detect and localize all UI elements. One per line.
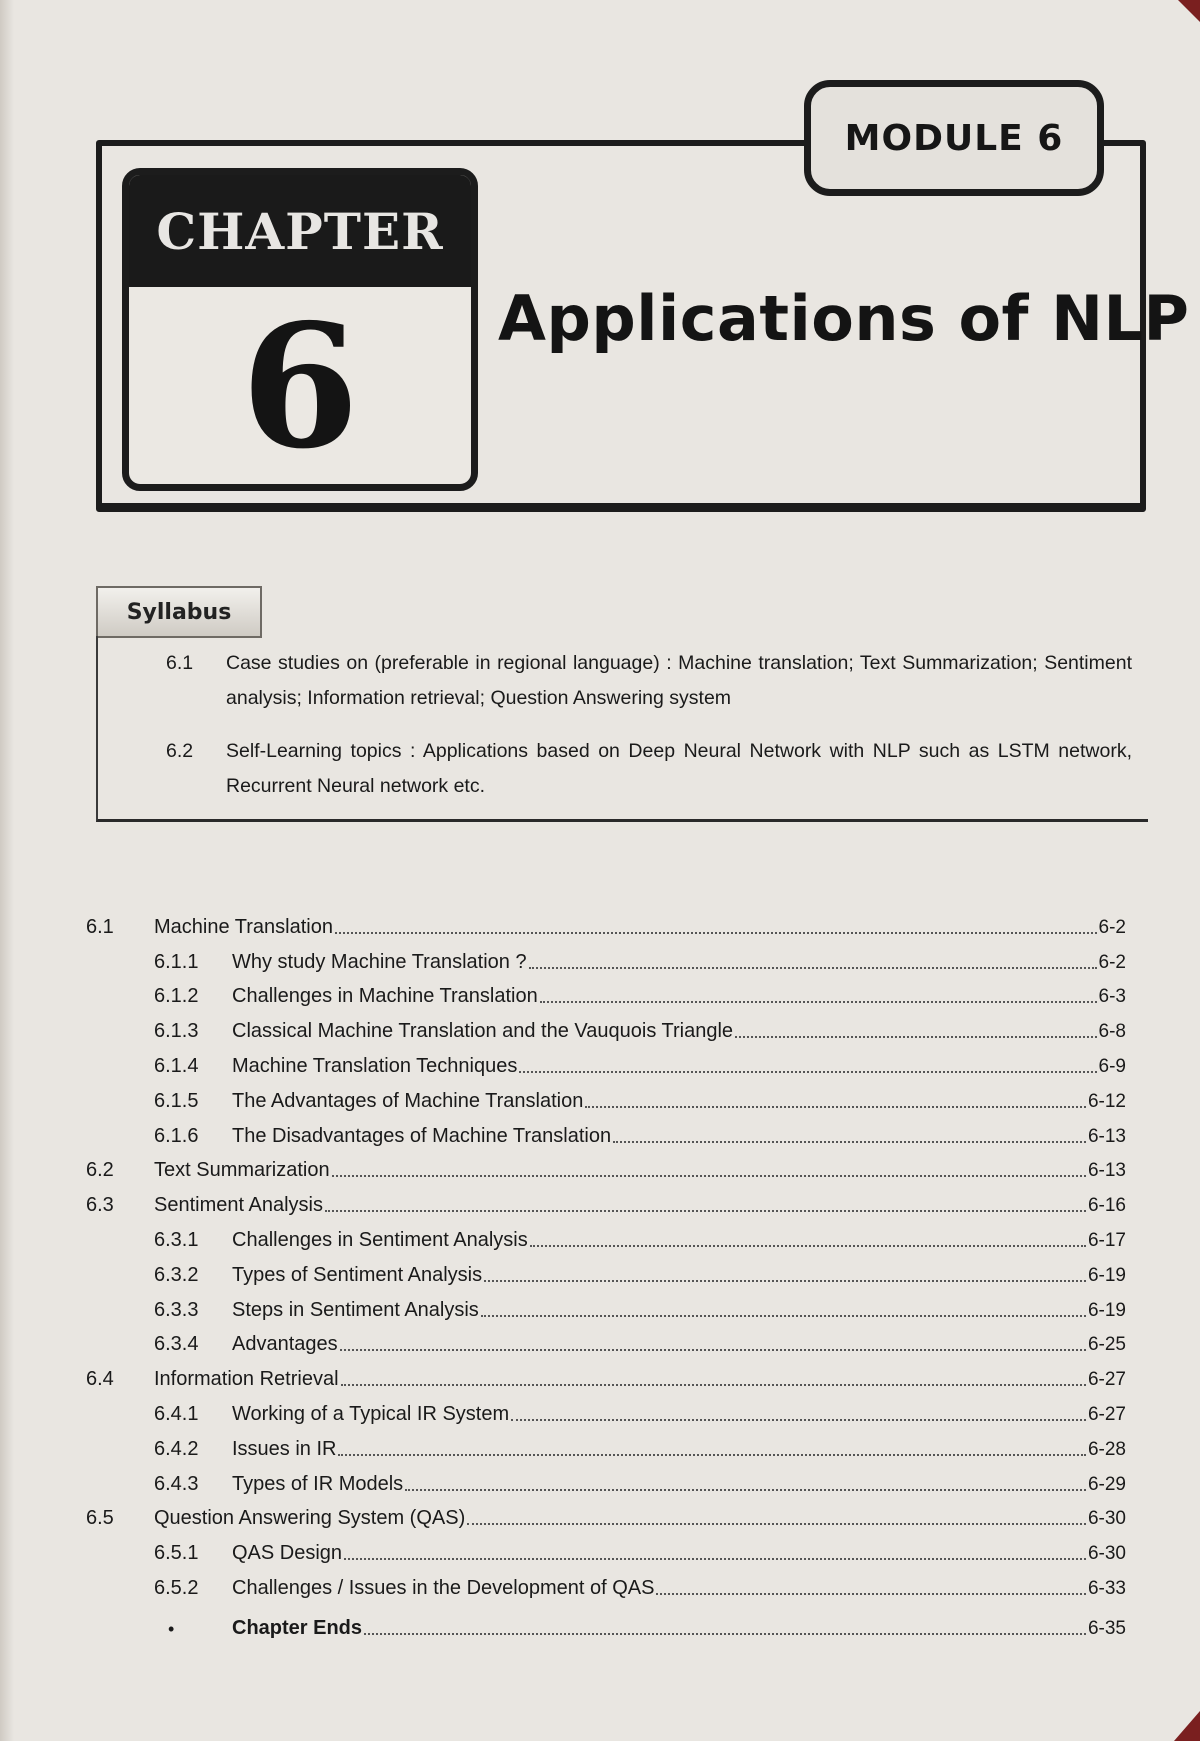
toc-page-number: 6-25 [1087, 1334, 1126, 1356]
toc-row [86, 1078, 1126, 1113]
toc-section-title: Information Retrieval [154, 1368, 339, 1391]
syllabus-item-number: 6.2 [166, 740, 194, 762]
toc-section-number: 6.1 [86, 915, 114, 938]
toc-page-number: 6-2 [1098, 916, 1126, 938]
toc-row [86, 1565, 1126, 1600]
toc-page-number: 6-28 [1087, 1438, 1126, 1460]
toc-section-number: 6.2 [86, 1159, 114, 1182]
module-label: MODULE 6 [844, 117, 1064, 159]
toc-section-number: 6.3.3 [154, 1298, 199, 1321]
toc-dot-leader [340, 1348, 1086, 1351]
toc-dot-leader [481, 1314, 1086, 1317]
toc-row [86, 1043, 1126, 1078]
toc-row [86, 1461, 1126, 1496]
toc-section-number: 6.1.3 [154, 1020, 199, 1043]
toc-page-number: 6-29 [1087, 1473, 1126, 1495]
toc-page-number: 6-30 [1087, 1543, 1126, 1565]
chapter-title: Applications of NLP [498, 282, 1190, 355]
toc-row [86, 1113, 1126, 1148]
toc-section-title: Machine Translation Techniques [232, 1054, 518, 1077]
toc-dot-leader [338, 1453, 1085, 1456]
syllabus-tab [96, 586, 262, 638]
toc-dot-leader [511, 1418, 1086, 1421]
toc-section-title: Sentiment Analysis [154, 1194, 323, 1217]
toc-dot-leader [364, 1632, 1086, 1635]
toc-page-number: 6-16 [1087, 1195, 1126, 1217]
toc-row [86, 1287, 1126, 1322]
toc-dot-leader [529, 966, 1097, 969]
toc-row [86, 904, 1126, 939]
toc-page-number: 6-17 [1087, 1229, 1126, 1251]
toc-section-number: 6.1.2 [154, 985, 199, 1008]
chapter-label-band [129, 175, 471, 287]
toc-section-number: 6.4.2 [154, 1437, 199, 1460]
toc-row [86, 1148, 1126, 1183]
toc-page-number: 6-13 [1087, 1160, 1126, 1182]
toc-page-number: 6-19 [1087, 1264, 1126, 1286]
toc-section-number: 6.4 [86, 1368, 114, 1391]
syllabus-label: Syllabus [126, 599, 232, 625]
toc-section-title: Types of Sentiment Analysis [232, 1263, 483, 1286]
toc-section-title: QAS Design [232, 1542, 343, 1565]
bullet-icon [154, 1619, 232, 1640]
toc-dot-leader [344, 1557, 1086, 1560]
chapter-ends-page: 6-35 [1087, 1617, 1126, 1639]
binding-corner-top [1178, 0, 1200, 22]
toc-section-title: Why study Machine Translation ? [232, 950, 527, 973]
toc-dot-leader [332, 1174, 1086, 1177]
toc-row [86, 1008, 1126, 1043]
toc-section-title: Text Summarization [154, 1159, 330, 1182]
chapter-number-area [129, 287, 471, 487]
toc-section-number: 6.1.1 [154, 950, 199, 973]
toc-dot-leader [585, 1105, 1086, 1108]
toc-page-number: 6-27 [1087, 1369, 1126, 1391]
toc-dot-leader [656, 1592, 1086, 1595]
chapter-number: 6 [240, 287, 360, 487]
toc-dot-leader [613, 1140, 1086, 1143]
toc-section-number: 6.5 [86, 1507, 114, 1530]
toc-row [86, 939, 1126, 974]
toc-row [86, 1182, 1126, 1217]
toc-section-title: Issues in IR [232, 1437, 337, 1460]
toc-section-title: Challenges in Sentiment Analysis [232, 1228, 528, 1251]
toc-dot-leader [325, 1209, 1086, 1212]
bullet-glyph: • [168, 1618, 175, 1639]
syllabus-item [166, 646, 1132, 716]
toc-section-number: 6.4.1 [154, 1402, 199, 1425]
toc-dot-leader [519, 1070, 1096, 1073]
module-badge [804, 80, 1104, 196]
toc-section-number: 6.1.5 [154, 1089, 199, 1112]
toc-dot-leader [484, 1279, 1086, 1282]
toc-row [86, 1322, 1126, 1357]
toc-section-number: 6.5.2 [154, 1576, 199, 1599]
toc-dot-leader [467, 1522, 1086, 1525]
toc-section-title: Question Answering System (QAS) [154, 1507, 466, 1530]
toc-section-number: 6.4.3 [154, 1472, 199, 1495]
toc-section-number: 6.5.1 [154, 1542, 199, 1565]
toc-page-number: 6-27 [1087, 1403, 1126, 1425]
toc-row [86, 1496, 1126, 1531]
toc-dot-leader [540, 1000, 1097, 1003]
toc-section-number: 6.3 [86, 1194, 114, 1217]
page-edge [0, 0, 14, 1741]
toc-section-title: Steps in Sentiment Analysis [232, 1298, 479, 1321]
toc-row [86, 1356, 1126, 1391]
toc-page-number: 6-13 [1087, 1125, 1126, 1147]
toc-section-title: Challenges / Issues in the Development of QAS [232, 1576, 655, 1599]
binding-corner-bottom [1174, 1711, 1200, 1741]
chapter-ends-title: Chapter Ends [232, 1616, 363, 1639]
chapter-box [122, 168, 478, 491]
toc-page-number: 6-19 [1087, 1299, 1126, 1321]
toc-section-number: 6.3.2 [154, 1263, 199, 1286]
syllabus-item [166, 734, 1132, 804]
toc-row [86, 1217, 1126, 1252]
toc-page-number: 6-8 [1098, 1021, 1126, 1043]
syllabus-item-number: 6.1 [166, 652, 194, 674]
toc-row [86, 1252, 1126, 1287]
toc-section-title: Working of a Typical IR System [232, 1402, 510, 1425]
toc-dot-leader [335, 931, 1097, 934]
toc-page-number: 6-33 [1087, 1577, 1126, 1599]
toc-section-title: Advantages [232, 1333, 338, 1356]
toc-section-number: 6.1.4 [154, 1054, 199, 1077]
toc-section-title: Classical Machine Translation and the Vauquois Triangle [232, 1020, 734, 1043]
toc-page-number: 6-12 [1087, 1090, 1126, 1112]
toc-section-number: 6.1.6 [154, 1124, 199, 1147]
syllabus-box [96, 636, 1148, 822]
toc-row [86, 1530, 1126, 1565]
toc-row [86, 974, 1126, 1009]
toc-section-title: Challenges in Machine Translation [232, 985, 538, 1008]
syllabus-item-text: Case studies on (preferable in regional language) : Machine translation; Text Summarization; Sentiment analysis; Information retrieval; Question Answering system [226, 652, 1132, 709]
toc-row [86, 1391, 1126, 1426]
toc-page-number: 6-30 [1087, 1508, 1126, 1530]
chapter-label: CHAPTER [156, 201, 444, 261]
toc-page-number: 6-3 [1098, 986, 1126, 1008]
table-of-contents [86, 904, 1126, 1640]
toc-section-title: The Advantages of Machine Translation [232, 1089, 584, 1112]
toc-dot-leader [405, 1488, 1086, 1491]
toc-section-title: Types of IR Models [232, 1472, 404, 1495]
toc-dot-leader [341, 1383, 1086, 1386]
syllabus-item-text: Self-Learning topics : Applications based on Deep Neural Network with NLP such as LSTM network, Recurrent Neural network etc. [226, 740, 1132, 797]
toc-section-number: 6.3.1 [154, 1228, 199, 1251]
toc-row [86, 1426, 1126, 1461]
toc-section-title: The Disadvantages of Machine Translation [232, 1124, 612, 1147]
toc-page-number: 6-9 [1098, 1055, 1126, 1077]
toc-section-title: Machine Translation [154, 915, 333, 938]
toc-dot-leader [735, 1035, 1097, 1038]
toc-dot-leader [530, 1244, 1086, 1247]
toc-page-number: 6-2 [1098, 951, 1126, 973]
toc-section-number: 6.3.4 [154, 1333, 199, 1356]
toc-row-chapter-ends [86, 1600, 1126, 1640]
